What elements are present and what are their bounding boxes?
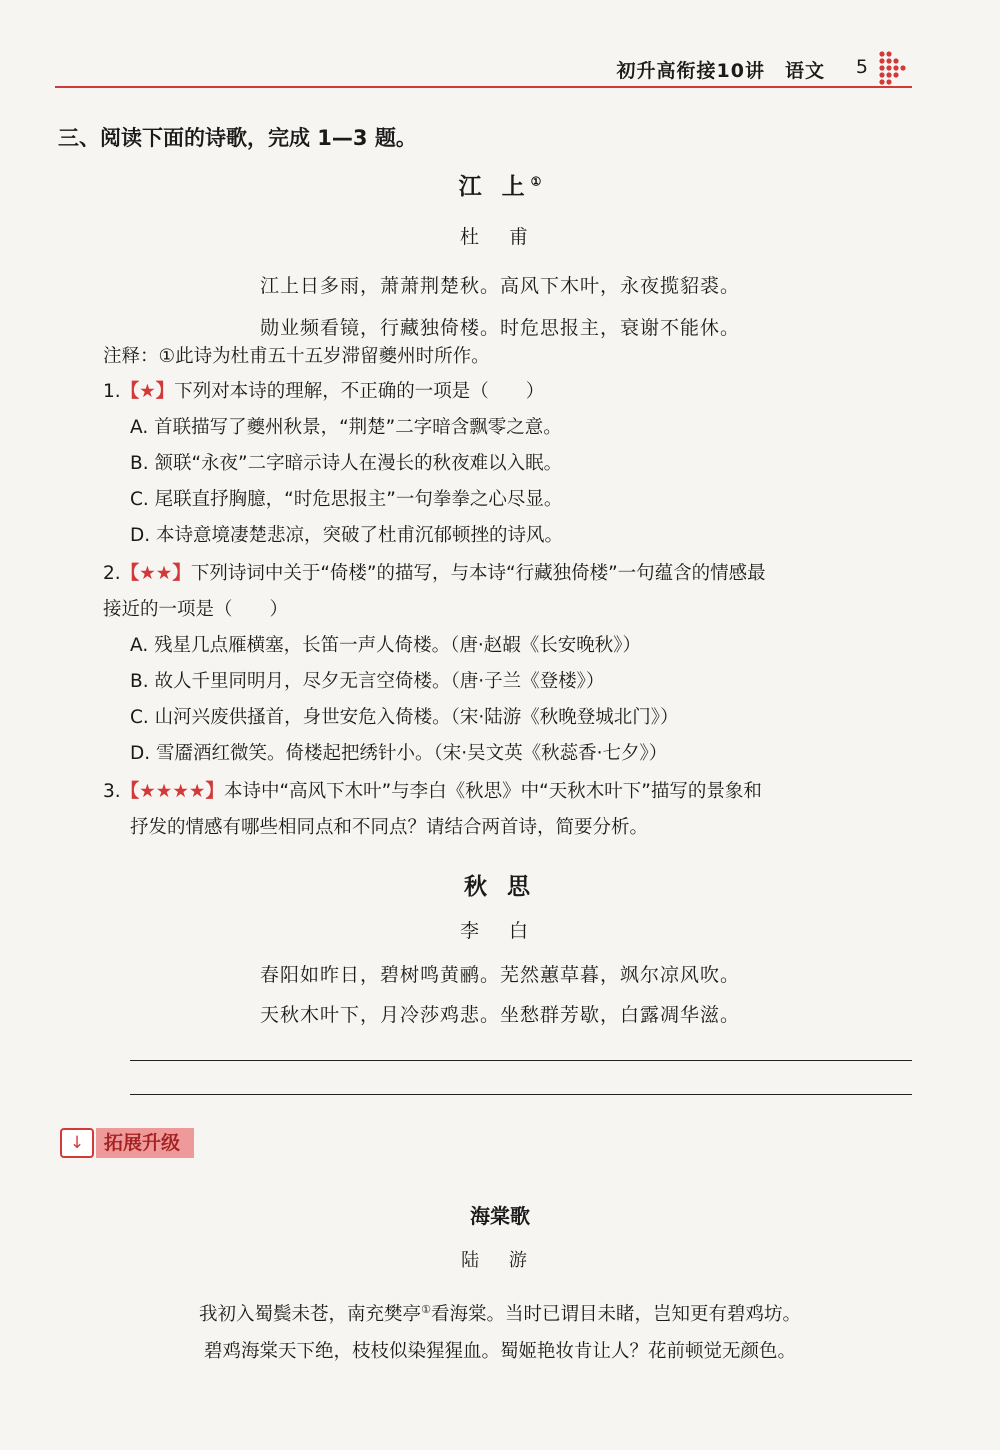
poem-title (0, 168, 1000, 201)
poem-line: 天秋木叶下，月冷莎鸡悲。坐愁群芳歇，白露凋华滋。 (259, 1004, 740, 1026)
question-text: 下列诗词中关于“倚楼”的描写，与本诗“行藏独倚楼”一句蕴含的情感最 (190, 563, 766, 584)
poem-author: 杜 甫 (459, 226, 541, 248)
option-a: A. 残星几点雁横塞，长笛一声人倚楼。（唐·赵嘏《长安晚秋》） (130, 635, 641, 656)
difficulty-stars: 【★】 (120, 381, 175, 402)
poem-footnote: 注释：①此诗为杜甫五十五岁滞留夔州时所作。 (103, 346, 490, 367)
poem-line: 碧鸡海棠天下绝，枝枝似染猩猩血。蜀姬艳妆肯让人？花前顿觉无颜色。 (203, 1341, 796, 1362)
option-c: C. 山河兴废供搔首，身世安危入倚楼。（宋·陆游《秋晚登城北门》） (130, 707, 679, 728)
poem-line: 江上日多雨，萧萧荆楚秋。高风下木叶，永夜揽貂裘。 (259, 275, 740, 297)
option-d: D. 本诗意境凄楚悲凉，突破了杜甫沉郁顿挫的诗风。 (130, 525, 564, 546)
answer-line[interactable] (130, 1094, 912, 1095)
question-text: 本诗中“高风下木叶”与李白《秋思》中“天秋木叶下”描写的景象和 (224, 781, 762, 802)
footnote-marker: ① (421, 1302, 431, 1316)
poem-line: 勋业频看镜，行藏独倚楼。时危思报主，衰谢不能休。 (259, 317, 740, 339)
question-number: 3. (103, 781, 121, 802)
poem-line-text: 我初入蜀鬓未苍，南充樊亭 (199, 1304, 422, 1325)
poem-title: 海棠歌 (470, 1204, 530, 1228)
question-3-stem-cont: 抒发的情感有哪些相同点和不同点？请结合两首诗，简要分析。 (130, 817, 649, 838)
poem-line-text: 看海棠。当时已谓目未睹，岂知更有碧鸡坊。 (430, 1304, 801, 1325)
question-number: 1. (103, 381, 121, 402)
option-b: B. 故人千里同明月，尽夕无言空倚楼。（唐·子兰《登楼》） (130, 671, 605, 692)
poem-title: 秋 思 (463, 873, 536, 900)
dot-pattern-icon (878, 50, 908, 86)
question-number: 2. (103, 563, 121, 584)
option-a: A. 首联描写了夔州秋景，“荆楚”二字暗含飘零之意。 (130, 417, 562, 438)
poem-line (0, 1300, 1000, 1326)
book-title: 初升高衔接10讲 语文 (616, 60, 825, 82)
section-heading: 三、阅读下面的诗歌，完成 1—3 题。 (58, 126, 417, 150)
poem-author: 陆 游 (461, 1250, 539, 1271)
poem-title-text: 江 上 (458, 173, 531, 200)
question-3-stem (103, 780, 762, 804)
option-c: C. 尾联直抒胸臆，“时危思报主”一句拳拳之心尽显。 (130, 489, 563, 510)
question-text: 下列对本诗的理解，不正确的一项是（ ） (174, 381, 545, 402)
question-2-stem (103, 562, 766, 586)
difficulty-stars: 【★★】 (120, 563, 191, 584)
extension-label: 拓展升级 (96, 1128, 194, 1158)
option-d: D. 雪靥酒红微笑。倚楼起把绣针小。（宋·吴文英《秋蕊香·七夕》） (130, 743, 668, 764)
question-1-stem (103, 380, 544, 404)
header-divider (55, 86, 912, 88)
down-arrow-icon: ↓ (60, 1128, 94, 1158)
difficulty-stars: 【★★★★】 (120, 781, 224, 802)
poem-author: 李 白 (459, 920, 541, 942)
question-2-stem-cont: 接近的一项是（ ） (103, 599, 289, 620)
answer-line[interactable] (130, 1060, 912, 1061)
footnote-marker: ① (530, 174, 542, 189)
page-number: 5 (855, 56, 868, 78)
poem-line: 春阳如昨日，碧树鸣黄鹂。芜然蕙草暮，飒尔凉风吹。 (259, 964, 740, 986)
option-b: B. 颔联“永夜”二字暗示诗人在漫长的秋夜难以入眠。 (130, 453, 563, 474)
